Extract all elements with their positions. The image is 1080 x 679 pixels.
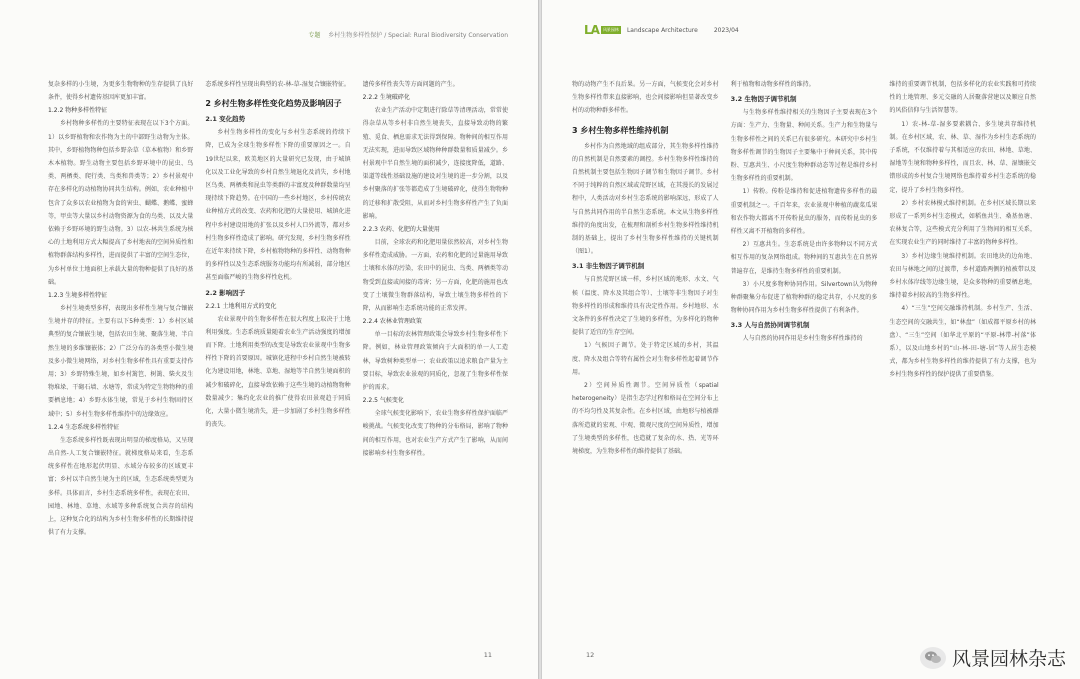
paragraph: 人与自然的协同作用是乡村生物多样性维持的 — [742, 335, 863, 343]
subsection-heading: 3.2 生物因子调节机制 — [730, 95, 797, 104]
running-header — [308, 30, 508, 39]
running-header — [584, 24, 739, 36]
paragraph: 利于植物和动物多样性的维持。 — [730, 81, 815, 88]
paragraph: 2）空间异质性调节。空间异质性（spatial heterogeneity）是指生态学过程和格局在空间分布上的不均匀性及其复杂性。在乡村区域，由地形与植被群落所造就的宏观、中观、微观尺度的空间异质性，增加了生境类型的多样性，也造就了复杂的水、热、光等环境梯度，为生物多样性的维持提供了基础。 — [572, 382, 719, 456]
paragraph: 4）“三生”空间交融维持机制。乡村生产、生活、生态空间的交融共生，如“林盘”（如成都平原乡村的林盘）、“三生”空间（如华北平原的“平原-林带-村落”体系），以及山地乡村的“山-林-田-塘-居”等人居生态模式，都为乡村生物多样性的维持提供了有力支撑，也为乡村生物多样性的保护提供了重要借鉴。 — [889, 305, 1037, 379]
left-page — [0, 0, 538, 679]
paragraph: 3）乡村边缘生境维持机制。农田地块的边角地、农田与林地之间的过渡带，乡村道路两侧的植被带以及乡村水体岸线等边缘生境，是众多物种的重要栖息地，维持着乡村较高的生物多样性。 — [889, 252, 1037, 300]
watermark — [920, 644, 1066, 671]
paragraph: 维持的重要调节机制，包括多样化的农业实践和可持续性的土地管理、多元交融的人居聚落营建以及顺应自然的风俗信仰与生活智慧等。 — [889, 81, 1037, 115]
paragraph: 物的动物产生不良后果。另一方面，气候变化会对乡村生物多样性带来直接影响，也会间接影响但显著改变乡村的动物种群多样性。 — [572, 81, 719, 115]
text-columns — [48, 78, 508, 633]
section-label: 专题 — [308, 32, 321, 39]
right-page — [542, 0, 1080, 679]
paragraph: 1）农-林-草-湿多要素耦合、多生境共存维持机制。在乡村区域，农、林、草、湿作为乡村生态系统的子系统，不仅维持着与其相适应的农田、林地、草地、湿地等生境和物种多样性，而且农、林、草、湿镶嵌交错形成的乡村复合生境网络也维持着乡村生态系统的稳定，提升了乡村生物多样性。 — [889, 120, 1037, 194]
magazine-name: Landscape Architecture — [626, 26, 698, 34]
subsection-heading: 2.1 变化趋势 — [205, 115, 246, 124]
paragraph: 与生物多样性维持相关的生物因子主要表现在3个方面：生产力、生物量、种间关系。生产力和生物量与生物多样性之间的关系已有很多研究。本研究中乡村生物多样性调节的生物因子主要集中于种间关系，其中传粉、互惠共生、小尺度生物种群动态等过程是维持乡村生物多样性的重要机制。 — [730, 109, 878, 183]
paragraph: 2）乡村农林模式维持机制。在乡村区域长期以来形成了一系列乡村生态模式，如稻鱼共生、桑基鱼塘、农林复合等，这些模式充分利用了生物间的相互关系，在实现农业生产的同时维持了丰富的物种多样性。 — [889, 199, 1037, 247]
paragraph: 2）互惠共生。生态系统是由许多物种以不同方式相互作用的复杂网络组成。物种间的互惠共生在自然界普遍存在，是维持生物多样性的重要机制。 — [730, 241, 878, 275]
paragraph: 遗传多样性丧失等方面问题的产生。 — [362, 81, 459, 88]
logo-mark: LA — [584, 23, 599, 37]
subsection-heading: 3.1 非生物因子调节机制 — [572, 262, 645, 271]
paragraph: 全球气候变化影响下，农业生物多样性保护面临严峻挑战。气候变化改变了物种的分布格局，影响了物种间的相互作用，也对农业生产方式产生了影响，从而间接影响乡村生物多样性。 — [362, 410, 508, 457]
paragraph: 单一目标的农林管理政策会导致乡村生物多样性下降。例如，林业管理政策倾向于大面积的单一人工造林，导致树种类型单一；农业政策以追求粮食产量为主要目标，导致农业景观的同质化，忽视了生物多样性保护的需求。 — [362, 331, 508, 392]
paragraph: 1）传粉。传粉是维持和促进植物遗传多样性的最重要机制之一。千百年来，农业景观中种植的蔬菜瓜果和农作物大都离不开传粉昆虫的服务，而传粉昆虫的多样性又离不开植物的多样性。 — [730, 188, 878, 236]
subsection-heading: 2.2.2 生境破碎化 — [362, 94, 410, 102]
paragraph: 目前，全球农药和化肥用量依然较高，对乡村生物多样性造成威胁。一方面，农药和化肥的过量施用导致土壤和水体的污染，农田中的昆虫、鸟类、两栖类等动物受到直接或间接的毒害；另一方面，化肥的施用也改变了土壤微生物群落结构，导致土壤生物多样性的下降，从而影响生态系统功能的正常发挥。 — [362, 239, 508, 313]
subsection-heading: 2.2.5 气候变化 — [362, 397, 404, 405]
subsection-heading: 2.2.4 农林业管理政策 — [362, 318, 422, 326]
paragraph: 乡村生境类型多样，表现出多样性生境与复合镶嵌生境并存的特征。主要有以下5种类型：1）乡村区域典型的复合镶嵌生境，包括农田生境、聚落生境、半自然生境的多维镶嵌体；2）广泛分布的各类型小微生境及多小微生境网络，对乡村生物多样性具有重要支持作用；3）乡野特殊生境，如乡村篱笆、树篱、柴火及生物堆垛、干砌石墙、水塘等，常成为特定生物物种的重要栖息地；4）乡野水体生境，常见于乡村生物固持区域中；5）乡村生物多样性维持中的边缘效应。 — [48, 305, 194, 418]
column-3 — [363, 78, 508, 633]
paragraph: 生态系统多样性既表现出明显的梯度格局，又呈现出自然-人工复合镶嵌特征。就梯度格局来看，生态系统多样性在地形起伏明显、水域分布较多的区域更丰富；乡村以半自然生境为主的区域，生态系统类型更为多样。具体而言，乡村生态系统多样性，表现在农田、园地、林地、草地、水域等多种系统复合共存的结构上，这种复合化的结构为乡村生物多样性的长期维持提供了有力支撑。 — [48, 436, 194, 537]
column-2 — [731, 78, 878, 633]
section-heading: 2 乡村生物多样性变化趋势及影响因子 — [205, 99, 342, 109]
column-1 — [48, 78, 193, 633]
page-number: 11 — [483, 651, 492, 659]
page-number: 12 — [586, 651, 595, 659]
paragraph: 与自然荒野区域一样，乡村区域的地形、水文、气候（温度、降水及其组合等）、土壤等非生物因子对生物多样性的形成和维持具有决定性作用。乡村地形、水文条件的多样性决定了生境的多样性，为多样化的物种提供了适宜的生存空间。 — [572, 276, 719, 337]
section-heading: 3 乡村生物多样性维持机制 — [572, 125, 669, 135]
subsection-heading: 1.2.2 物种多样性特征 — [48, 107, 108, 115]
paragraph: 乡村物种多样性的主要特征表现在以下3个方面。1）以乡野植物和农作物为主的中部野生动物为主体。其中，乡野植物物种包括乡野杂草（草本植物）和乡野木本植物。野生动物主要包括乡野环境中的昆虫、鸟类、两栖类、爬行类、鸟类和兽类等；2）乡村景观中存在多样化的动植物协同共生结构。例如，农业种植中包含了众多以农业植物为食的害虫、蝴蝶、鹅蝶、蜜蜂等，甲虫等大量以乡村动物资源为食的鸟类、以及大量依赖于乡野环境的野生动物。3）以农-林共生系统为核心的土地利用方式大幅提高了乡村地表的空间异质性和植物群落结构多样性，进而提供了丰富的空间生态位，为乡村单位土地面积上承载大量的物种提供了良好的基础。 — [48, 120, 194, 286]
paragraph: 农业生产活动中定期进行除草等清理活动，常常使得杂草从等乡村非自然生境丧失，直接导致动物的繁殖、觅食、栖息需求无法得到保障。物种间的相互作用无法实现，进而导致区域物种种群数量和质量减少。乡村景观中半自然生境的面积减少，连接度降低，道路、渠道等线性基础设施的建设对生境的进一步分割，以及乡村聚落的扩张等都造成了生境破碎化，使得生物物种的迁移和扩散受阻，从而对乡村生物多样性产生了负面影响。 — [362, 107, 508, 220]
subsection-heading: 1.2.3 生境多样性特征 — [48, 292, 108, 300]
subsection-heading: 3.3 人与自然协同调节机制 — [730, 321, 810, 330]
wechat-icon — [920, 647, 946, 669]
subsection-heading: 2.2.1 土地利用方式的变化 — [205, 302, 277, 310]
paragraph: 农业景观中的生物多样性在很大程度上取决于土地利用强度。生态系统质量随着农业生产活动强度的增加而下降。土地利用类型的改变是导致农业景观中生物多样性下降的首要原因。城镇化进程中乡村自然生境被转化为建设用地，林地、草地、湿地等半自然生境面积的减少和破碎化，直接导致依赖于这些生境的动植物物种数量减少；集约化农业的推广使得农田景观趋于同质化，大量小微生境消失，进一步加剧了乡村生物多样性的丧失。 — [205, 315, 351, 429]
subsection-heading: 2.2 影响因子 — [205, 288, 246, 297]
subsection-heading: 2.2.3 农药、化肥的大量使用 — [362, 226, 440, 234]
paragraph: 态系统多样性呈现出典型的农-林-草-湿复合镶嵌特征。 — [205, 81, 350, 88]
header-title: 乡村生物多样性保护 / Special: Rural Biodiversity Conservation — [328, 32, 508, 39]
paragraph: 复杂多样的小生境，为更多生物物种的生存提供了良好条件，使得乡村遗传基因库更加丰富。 — [48, 81, 194, 102]
issue-number: 2023/04 — [713, 26, 739, 34]
watermark-text: 风景园林杂志 — [951, 648, 1066, 670]
column-1 — [572, 78, 719, 633]
column-3 — [889, 78, 1036, 633]
subsection-heading: 1.2.4 生态系统多样性特征 — [48, 423, 120, 431]
paragraph: 3）小尺度多物种协同作用。Silvertown认为物种种群聚集分布促进了植物种群的稳定共存，小尺度的多物种协同作用为乡村生物多样性提供了有利条件。 — [730, 280, 878, 315]
text-columns — [572, 78, 1036, 633]
logo-sub: 风景园林 — [602, 27, 619, 32]
paragraph: 乡村生物多样性的变化与乡村生态系统的持续下降，已成为全球生物多样性下降的重要原因之一。自19世纪以来，欧美地区的大量研究已发现，由于城镇化以及工业化导致的乡村自然生境退化及消失，乡村地区鸟类、两栖类和昆虫等类群的丰富度及种群数量均呈现持续下降趋势。在中国的一些乡村地区，乡村传统农业种植方式的改变、农药和化肥的大量使用、城镇化进程中乡村建设用地的扩张以及乡村人口外流等，都对乡村生物多样性造成了影响。研究发现，乡村生物多样性在近年来持续下降，乡村植物物种的多样性、动物物种的多样性以及生态系统服务功能均有所减弱，部分地区甚至面临严峻的生物多样性危机。 — [205, 129, 351, 282]
column-2 — [205, 78, 350, 633]
paragraph: 乡村作为自然地域的组成部分，其生物多样性维持的自然机制是自然要素的调控。乡村生物多样性维持的自然机制主要包括生物因子调节和生物因子调节。乡村不同于纯粹的自然区域或荒野区域，在其漫长的发展过程中，人类活动对乡村生态系统的影响深远，形成了人与自然共同作用的半自然生态系统。本文从生物多样性维持的角度出发，在梳理和剖析乡村生物多样性维持机制的基础上，提出了乡村生物多样性维持的关键机制（图1）。 — [572, 142, 719, 256]
paragraph: 1）气候因子调节。处于特定区域的乡村，其温度、降水及组合等特有属性会对生物多样性起着调节作用。 — [572, 342, 719, 376]
magazine-logo — [584, 24, 621, 36]
